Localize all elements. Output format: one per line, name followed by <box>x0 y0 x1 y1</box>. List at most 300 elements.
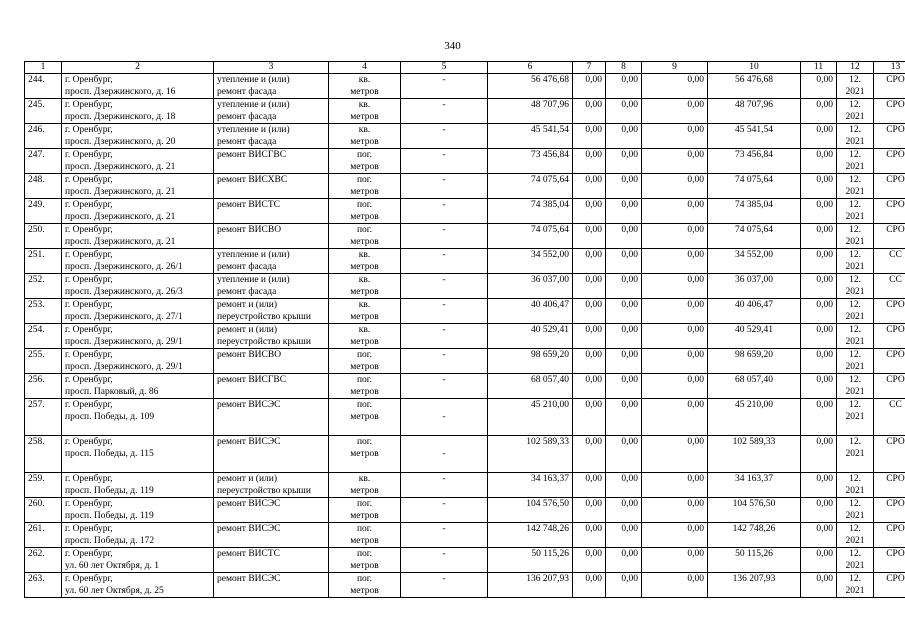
address-cell-text: просп. Парковый, д. 86 <box>65 387 159 397</box>
budget-cell-text: 0,00 <box>621 325 638 335</box>
work-type-cell <box>214 523 329 548</box>
deadline-cell-text: 12. <box>849 474 861 484</box>
local-budget-cell <box>642 74 708 99</box>
fund-cell-text: 0,00 <box>585 499 602 509</box>
address-cell <box>62 324 214 349</box>
address-cell-text: г. Оренбург, <box>65 225 113 235</box>
address-cell-text: ул. 60 лет Октября, д. 1 <box>65 561 159 571</box>
budget-cell <box>606 548 642 573</box>
unit-cell-text: кв. <box>358 250 371 260</box>
quantity-cell-text: - <box>442 574 446 584</box>
table-row <box>25 149 905 174</box>
unit-cell-text: пог. <box>356 200 373 210</box>
budget-cell-text: 0,00 <box>621 474 638 484</box>
unit-cell-text: пог. <box>356 375 373 385</box>
unit-cell-text: кв. <box>358 275 371 285</box>
work-type-cell <box>214 299 329 324</box>
local-budget-cell-text: 0,00 <box>687 225 704 235</box>
owners-funds-cell <box>708 249 801 274</box>
quantity-cell <box>401 274 488 299</box>
fund-cell-text: 0,00 <box>585 150 602 160</box>
budget-cell-text: 0,00 <box>621 225 638 235</box>
deadline-cell-text: 2021 <box>845 586 865 596</box>
budget-cell-text: 0,00 <box>621 175 638 185</box>
column-header-5: 5 <box>401 62 488 74</box>
unit-cell <box>329 324 401 349</box>
address-cell <box>62 374 214 399</box>
unit-cell-text: пог. <box>356 400 373 410</box>
deadline-cell <box>837 224 874 249</box>
local-budget-cell <box>642 274 708 299</box>
deadline-cell <box>837 274 874 299</box>
unit-cost-cell-text: 0,00 <box>816 350 833 360</box>
unit-cost-cell-text: 0,00 <box>816 499 833 509</box>
unit-cost-cell <box>801 523 837 548</box>
fund-cell-text: 0,00 <box>585 125 602 135</box>
method-cell-text: СРО <box>886 325 905 335</box>
local-budget-cell <box>642 99 708 124</box>
deadline-cell-text: 12. <box>849 549 861 559</box>
budget-cell <box>606 149 642 174</box>
unit-cost-cell <box>801 299 837 324</box>
deadline-cell-text: 12. <box>849 400 861 410</box>
local-budget-cell-text: 0,00 <box>687 250 704 260</box>
work-type-cell <box>214 99 329 124</box>
table-row <box>25 349 905 374</box>
quantity-cell-text: - <box>442 474 446 484</box>
owners-funds-cell-text: 56 476,68 <box>735 75 773 85</box>
total-cost-cell <box>488 436 573 473</box>
unit-cost-cell <box>801 149 837 174</box>
owners-funds-cell <box>708 473 801 498</box>
unit-cost-cell <box>801 399 837 436</box>
address-cell-text: г. Оренбург, <box>65 549 113 559</box>
owners-funds-cell <box>708 149 801 174</box>
work-type-cell <box>214 249 329 274</box>
budget-cell <box>606 124 642 149</box>
fund-cell <box>573 399 606 436</box>
unit-cost-cell <box>801 199 837 224</box>
local-budget-cell <box>642 374 708 399</box>
address-cell-text: г. Оренбург, <box>65 437 113 447</box>
method-cell-text: СС <box>889 275 902 285</box>
unit-cell-text: кв. <box>358 474 371 484</box>
quantity-cell-text: - <box>442 250 446 260</box>
total-cost-cell-text: 98 659,20 <box>531 350 569 360</box>
unit-cell-text: метров <box>350 262 379 272</box>
deadline-cell <box>837 349 874 374</box>
total-cost-cell-text: 45 210,00 <box>531 400 569 410</box>
total-cost-cell <box>488 498 573 523</box>
budget-cell-text: 0,00 <box>621 400 638 410</box>
unit-cell-text: пог. <box>356 437 373 447</box>
fund-cell-text: 0,00 <box>585 474 602 484</box>
work-type-cell-text: ремонт ВИСВО <box>217 350 282 360</box>
method-cell <box>874 274 905 299</box>
quantity-cell-text: - <box>442 100 446 110</box>
budget-cell-text: 0,00 <box>621 375 638 385</box>
budget-cell <box>606 324 642 349</box>
work-type-cell <box>214 473 329 498</box>
unit-cell <box>329 299 401 324</box>
table-row <box>25 548 905 573</box>
method-cell-text: СРО <box>886 350 905 360</box>
address-cell-text: г. Оренбург, <box>65 474 113 484</box>
unit-cost-cell <box>801 374 837 399</box>
quantity-cell-text: - <box>442 225 446 235</box>
deadline-cell-text: 12. <box>849 375 861 385</box>
row-number <box>25 149 62 174</box>
owners-funds-cell <box>708 124 801 149</box>
table-row <box>25 249 905 274</box>
row-number-text: 252. <box>28 275 45 285</box>
method-cell-text: СРО <box>886 175 905 185</box>
deadline-cell-text: 2021 <box>845 87 865 97</box>
deadline-cell-text: 2021 <box>845 287 865 297</box>
quantity-cell-text: - <box>442 549 446 559</box>
owners-funds-cell <box>708 274 801 299</box>
unit-cell-text: пог. <box>356 524 373 534</box>
address-cell-text: г. Оренбург, <box>65 275 113 285</box>
total-cost-cell <box>488 374 573 399</box>
budget-cell-text: 0,00 <box>621 350 638 360</box>
total-cost-cell <box>488 99 573 124</box>
local-budget-cell-text: 0,00 <box>687 200 704 210</box>
address-cell <box>62 199 214 224</box>
address-cell-text: г. Оренбург, <box>65 300 113 310</box>
budget-cell <box>606 498 642 523</box>
unit-cell-text: кв. <box>358 325 371 335</box>
method-cell <box>874 299 905 324</box>
address-cell-text: просп. Дзержинского, д. 26/1 <box>65 262 183 272</box>
row-number-text: 244. <box>28 75 45 85</box>
owners-funds-cell-text: 104 576,50 <box>732 499 776 509</box>
table-row <box>25 174 905 199</box>
total-cost-cell-text: 34 552,00 <box>531 250 569 260</box>
total-cost-cell-text: 40 406,47 <box>531 300 569 310</box>
table-row <box>25 74 905 99</box>
column-header-4: 4 <box>329 62 401 74</box>
fund-cell <box>573 74 606 99</box>
owners-funds-cell <box>708 374 801 399</box>
work-type-cell <box>214 199 329 224</box>
unit-cell-text: метров <box>350 511 379 521</box>
total-cost-cell-text: 56 476,68 <box>531 75 569 85</box>
method-cell-text: СРО <box>886 150 905 160</box>
method-cell <box>874 374 905 399</box>
address-cell-text: г. Оренбург, <box>65 100 113 110</box>
deadline-cell-text: 12. <box>849 437 861 447</box>
deadline-cell-text: 12. <box>849 200 861 210</box>
unit-cell-text: метров <box>350 137 379 147</box>
table-row <box>25 199 905 224</box>
unit-cost-cell <box>801 473 837 498</box>
row-number <box>25 548 62 573</box>
deadline-cell-text: 12. <box>849 325 861 335</box>
row-number-text: 259. <box>28 474 45 484</box>
table-row <box>25 573 905 598</box>
table-body <box>25 62 905 598</box>
budget-cell-text: 0,00 <box>621 125 638 135</box>
unit-cell <box>329 249 401 274</box>
owners-funds-cell-text: 74 075,64 <box>735 175 773 185</box>
column-header-8: 8 <box>606 62 642 74</box>
unit-cost-cell-text: 0,00 <box>816 200 833 210</box>
work-type-cell-text: переустройство крыши <box>217 337 311 347</box>
row-number-text: 254. <box>28 325 45 335</box>
unit-cost-cell-text: 0,00 <box>816 100 833 110</box>
row-number <box>25 274 62 299</box>
unit-cost-cell <box>801 498 837 523</box>
work-type-cell <box>214 124 329 149</box>
owners-funds-cell-text: 74 075,64 <box>735 225 773 235</box>
unit-cost-cell-text: 0,00 <box>816 474 833 484</box>
column-header-13: 13 <box>874 62 905 74</box>
owners-funds-cell <box>708 498 801 523</box>
unit-cell <box>329 498 401 523</box>
unit-cell-text: метров <box>350 187 379 197</box>
local-budget-cell <box>642 324 708 349</box>
deadline-cell-text: 12. <box>849 300 861 310</box>
local-budget-cell-text: 0,00 <box>687 150 704 160</box>
owners-funds-cell-text: 40 529,41 <box>735 325 773 335</box>
address-cell-text: просп. Дзержинского, д. 21 <box>65 187 176 197</box>
owners-funds-cell-text: 98 659,20 <box>735 350 773 360</box>
unit-cell-text: метров <box>350 162 379 172</box>
local-budget-cell-text: 0,00 <box>687 100 704 110</box>
work-type-cell-text: ремонт ВИСЭС <box>217 400 281 410</box>
quantity-cell <box>401 224 488 249</box>
work-type-cell <box>214 174 329 199</box>
budget-cell <box>606 174 642 199</box>
budget-cell <box>606 573 642 598</box>
quantity-cell <box>401 473 488 498</box>
quantity-cell-text: - <box>442 200 446 210</box>
row-number <box>25 249 62 274</box>
deadline-cell <box>837 249 874 274</box>
unit-cell <box>329 99 401 124</box>
local-budget-cell-text: 0,00 <box>687 325 704 335</box>
owners-funds-cell <box>708 548 801 573</box>
unit-cell-text: пог. <box>356 150 373 160</box>
owners-funds-cell-text: 34 552,00 <box>735 250 773 260</box>
unit-cell-text: метров <box>350 212 379 222</box>
work-type-cell-text: ремонт фасада <box>217 112 277 122</box>
row-number <box>25 573 62 598</box>
unit-cost-cell-text: 0,00 <box>816 524 833 534</box>
total-cost-cell-text: 36 037,00 <box>531 275 569 285</box>
work-type-cell-text: ремонт ВИСХВС <box>217 175 288 185</box>
unit-cell <box>329 74 401 99</box>
method-cell <box>874 436 905 473</box>
total-cost-cell <box>488 249 573 274</box>
total-cost-cell <box>488 274 573 299</box>
budget-cell-text: 0,00 <box>621 549 638 559</box>
local-budget-cell <box>642 224 708 249</box>
quantity-cell <box>401 199 488 224</box>
budget-cell-text: 0,00 <box>621 437 638 447</box>
method-cell-text: СРО <box>886 437 905 447</box>
table-row <box>25 399 905 436</box>
quantity-cell-text: - <box>442 499 446 509</box>
local-budget-cell <box>642 436 708 473</box>
budget-cell-text: 0,00 <box>621 574 638 584</box>
work-type-cell-text: ремонт ВИСЭС <box>217 499 281 509</box>
address-cell-text: просп. Победы, д. 119 <box>65 486 154 496</box>
unit-cell-text: метров <box>350 561 379 571</box>
work-type-cell-text: ремонт и (или) <box>217 474 278 484</box>
method-cell-text: СРО <box>886 474 905 484</box>
unit-cell <box>329 224 401 249</box>
work-type-cell-text: ремонт ВИСТС <box>217 200 281 210</box>
work-type-cell <box>214 324 329 349</box>
column-header-7: 7 <box>573 62 606 74</box>
table-row <box>25 99 905 124</box>
quantity-cell-text: - <box>442 412 446 422</box>
quantity-cell <box>401 99 488 124</box>
fund-cell-text: 0,00 <box>585 325 602 335</box>
row-number-text: 249. <box>28 200 45 210</box>
header-row <box>25 62 905 74</box>
local-budget-cell-text: 0,00 <box>687 574 704 584</box>
unit-cost-cell <box>801 124 837 149</box>
quantity-cell <box>401 573 488 598</box>
fund-cell <box>573 224 606 249</box>
unit-cell-text: метров <box>350 287 379 297</box>
column-header-9: 9 <box>642 62 708 74</box>
work-type-cell <box>214 374 329 399</box>
local-budget-cell <box>642 573 708 598</box>
unit-cost-cell-text: 0,00 <box>816 574 833 584</box>
budget-cell-text: 0,00 <box>621 524 638 534</box>
unit-cost-cell <box>801 436 837 473</box>
method-cell-text: СРО <box>886 499 905 509</box>
address-cell-text: просп. Дзержинского, д. 20 <box>65 137 176 147</box>
quantity-cell <box>401 249 488 274</box>
row-number <box>25 349 62 374</box>
method-cell <box>874 99 905 124</box>
quantity-cell-text: - <box>442 350 446 360</box>
unit-cell-text: пог. <box>356 574 373 584</box>
owners-funds-cell-text: 45 210,00 <box>735 400 773 410</box>
work-type-cell-text: ремонт и (или) <box>217 325 278 335</box>
address-cell <box>62 149 214 174</box>
column-header-10: 10 <box>708 62 801 74</box>
address-cell-text: просп. Победы, д. 119 <box>65 511 154 521</box>
method-cell <box>874 74 905 99</box>
unit-cost-cell-text: 0,00 <box>816 300 833 310</box>
method-cell <box>874 174 905 199</box>
budget-cell <box>606 399 642 436</box>
address-cell-text: г. Оренбург, <box>65 150 113 160</box>
total-cost-cell <box>488 573 573 598</box>
quantity-cell <box>401 349 488 374</box>
method-cell <box>874 249 905 274</box>
owners-funds-cell <box>708 299 801 324</box>
owners-funds-cell <box>708 99 801 124</box>
owners-funds-cell <box>708 174 801 199</box>
address-cell <box>62 548 214 573</box>
method-cell-text: СРО <box>886 75 905 85</box>
budget-cell-text: 0,00 <box>621 300 638 310</box>
unit-cost-cell-text: 0,00 <box>816 250 833 260</box>
deadline-cell <box>837 498 874 523</box>
local-budget-cell <box>642 523 708 548</box>
local-budget-cell-text: 0,00 <box>687 125 704 135</box>
unit-cell <box>329 199 401 224</box>
budget-cell <box>606 99 642 124</box>
address-cell <box>62 498 214 523</box>
total-cost-cell <box>488 473 573 498</box>
quantity-cell <box>401 523 488 548</box>
total-cost-cell <box>488 199 573 224</box>
method-cell-text: СРО <box>886 100 905 110</box>
quantity-cell-text: - <box>442 325 446 335</box>
address-cell-text: просп. Дзержинского, д. 26/3 <box>65 287 183 297</box>
row-number <box>25 523 62 548</box>
owners-funds-cell <box>708 436 801 473</box>
quantity-cell-text: - <box>442 300 446 310</box>
fund-cell-text: 0,00 <box>585 375 602 385</box>
deadline-cell-text: 2021 <box>845 187 865 197</box>
fund-cell-text: 0,00 <box>585 100 602 110</box>
deadline-cell <box>837 473 874 498</box>
fund-cell-text: 0,00 <box>585 350 602 360</box>
address-cell-text: просп. Дзержинского, д. 21 <box>65 212 176 222</box>
unit-cost-cell <box>801 174 837 199</box>
method-cell-text: СС <box>889 250 902 260</box>
budget-cell-text: 0,00 <box>621 250 638 260</box>
method-cell <box>874 498 905 523</box>
fund-cell <box>573 498 606 523</box>
total-cost-cell <box>488 399 573 436</box>
unit-cell <box>329 349 401 374</box>
deadline-cell-text: 2021 <box>845 536 865 546</box>
unit-cost-cell <box>801 548 837 573</box>
local-budget-cell-text: 0,00 <box>687 75 704 85</box>
unit-cell <box>329 523 401 548</box>
quantity-cell <box>401 174 488 199</box>
local-budget-cell <box>642 548 708 573</box>
fund-cell-text: 0,00 <box>585 250 602 260</box>
total-cost-cell <box>488 149 573 174</box>
budget-cell-text: 0,00 <box>621 499 638 509</box>
fund-cell-text: 0,00 <box>585 437 602 447</box>
address-cell <box>62 99 214 124</box>
budget-cell <box>606 473 642 498</box>
address-cell-text: г. Оренбург, <box>65 250 113 260</box>
deadline-cell-text: 2021 <box>845 449 865 459</box>
budget-cell <box>606 274 642 299</box>
fund-cell <box>573 573 606 598</box>
register-table <box>24 61 905 598</box>
unit-cost-cell <box>801 99 837 124</box>
budget-cell <box>606 374 642 399</box>
quantity-cell-text: - <box>442 375 446 385</box>
address-cell <box>62 74 214 99</box>
fund-cell-text: 0,00 <box>585 200 602 210</box>
fund-cell <box>573 436 606 473</box>
local-budget-cell-text: 0,00 <box>687 474 704 484</box>
address-cell <box>62 274 214 299</box>
method-cell-text: СРО <box>886 574 905 584</box>
row-number <box>25 299 62 324</box>
row-number <box>25 199 62 224</box>
unit-cell-text: метров <box>350 486 379 496</box>
row-number <box>25 498 62 523</box>
address-cell-text: г. Оренбург, <box>65 499 113 509</box>
row-number-text: 251. <box>28 250 45 260</box>
